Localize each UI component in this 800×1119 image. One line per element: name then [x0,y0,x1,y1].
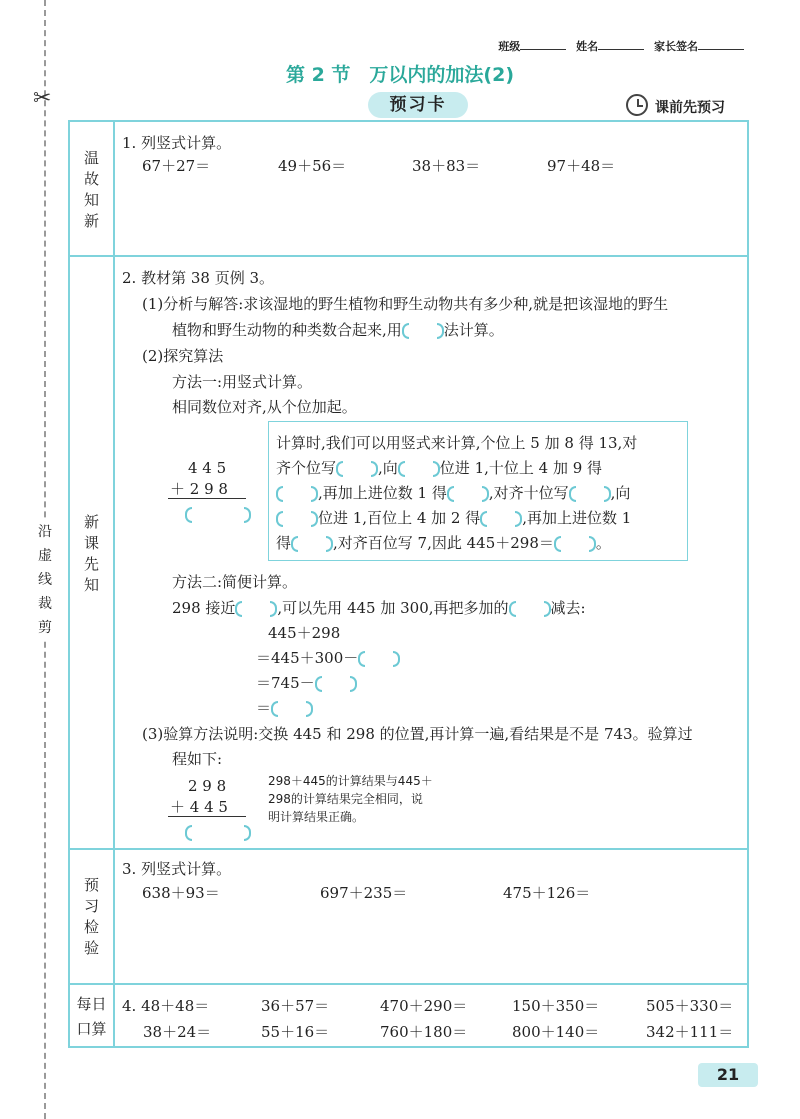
step-line: 445＋298 [268,624,341,642]
page-title: 第 2 节 万以内的加法(2) [285,64,515,86]
student-info: 班级 姓名 家长签名 [498,38,750,54]
row-divider [68,255,749,257]
check-problem: 697＋235＝ [320,884,408,902]
vertical-top: 2 9 8 [188,777,227,795]
review-problem: 49＋56＝ [278,157,347,175]
explanation-line: 位进 1,百位上 4 加 2 得 ,再加上进位数 1 [276,507,631,528]
check-text: 程如下: [172,750,223,768]
daily-problem: 55＋16＝ [261,1023,330,1041]
explanation-line: 齐个位写 ,向 位进 1,十位上 4 加 9 得 [276,459,603,477]
method-two: 方法二:简便计算。 [172,573,298,591]
answer-blank[interactable] [276,511,318,527]
preview-card-label: 预习卡 [368,92,468,118]
check-title: 3. 列竖式计算。 [122,860,232,878]
step-line: ＝445＋300－ [256,647,400,668]
daily-problem: 470＋290＝ [380,997,468,1015]
answer-blank[interactable] [398,461,440,477]
answer-blank[interactable] [480,511,522,527]
new-title: 2. 教材第 38 页例 3。 [122,269,275,287]
row-divider [68,848,749,850]
method-one: 方法一:用竖式计算。 [172,373,313,391]
worksheet-frame [68,120,749,1048]
daily-problem: 38＋24＝ [143,1023,212,1041]
explore-heading: (2)探究算法 [142,347,224,365]
method-two-text: 298 接近 ,可以先用 445 加 300,再把多加的 减去: [172,599,586,617]
check-problem: 475＋126＝ [503,884,591,902]
step-line: ＝ [256,697,313,718]
answer-blank[interactable] [509,601,551,617]
step-line: ＝745－ [256,672,357,693]
answer-blank[interactable] [569,486,611,502]
answer-blank[interactable] [185,504,251,523]
explanation-line: 计算时,我们可以用竖式来计算,个位上 5 加 8 得 13,对 [276,434,638,452]
review-problem: 97＋48＝ [547,157,616,175]
pre-study-label: 课前先预习 [655,100,725,116]
answer-blank[interactable] [235,601,277,617]
check-note: 298＋445的计算结果与445＋ 298的计算结果完全相同，说 明计算结果正确。 [268,774,433,824]
daily-problem: 505＋330＝ [646,997,734,1015]
section-label-new: 新课先知 [83,513,99,594]
answer-blank[interactable] [291,536,333,552]
column-divider [113,120,115,1048]
review-problem: 67＋27＝ [142,157,211,175]
explanation-line: ,再加上进位数 1 得 ,对齐十位写 ,向 [276,482,630,503]
review-problem: 38＋83＝ [412,157,481,175]
vertical-underline [168,816,246,817]
method-one-hint: 相同数位对齐,从个位加起。 [172,398,357,416]
answer-blank[interactable] [402,323,444,339]
check-problem: 638＋93＝ [142,884,220,902]
answer-blank[interactable] [554,536,596,552]
daily-problem: 342＋111＝ [646,1023,734,1041]
scissors-icon: ✂ [33,86,52,111]
analysis-text: (1)分析与解答:求该湿地的野生植物和野生动物共有多少种,就是把该湿地的野生 [142,295,669,313]
daily-problem: 800＋140＝ [512,1023,600,1041]
vertical-bottom: ＋ 2 9 8 [170,480,228,498]
row-divider [68,983,749,985]
section-label-check: 预习检验 [83,876,99,957]
cut-label: 沿虚线裁剪 [34,520,56,640]
answer-blank[interactable] [276,486,318,502]
page-number: 21 [698,1063,758,1087]
vertical-top: 4 4 5 [188,459,227,477]
answer-blank[interactable] [358,651,400,667]
explanation-line: 得 ,对齐百位写 7,因此 445＋298＝ 。 [276,534,611,552]
daily-problem: 4. 48＋48＝ [122,997,210,1015]
answer-blank[interactable] [185,822,251,841]
vertical-underline [168,498,246,499]
answer-blank[interactable] [271,701,313,717]
daily-problem: 760＋180＝ [380,1023,468,1041]
answer-blank[interactable] [336,461,378,477]
daily-problem: 150＋350＝ [512,997,600,1015]
clock-icon [626,94,648,116]
answer-blank[interactable] [315,676,357,692]
vertical-bottom: ＋ 4 4 5 [170,798,228,816]
analysis-text: 植物和野生动物的种类数合起来,用 法计算。 [172,321,504,339]
check-text: (3)验算方法说明:交换 445 和 298 的位置,再计算一遍,看结果是不是 743。验算过 [142,725,693,743]
daily-problem: 36＋57＝ [261,997,330,1015]
section-label-daily: 每日口算 [76,995,107,1038]
answer-blank[interactable] [447,486,489,502]
review-title: 1. 列竖式计算。 [122,134,232,152]
section-label-review: 温故知新 [83,149,99,230]
